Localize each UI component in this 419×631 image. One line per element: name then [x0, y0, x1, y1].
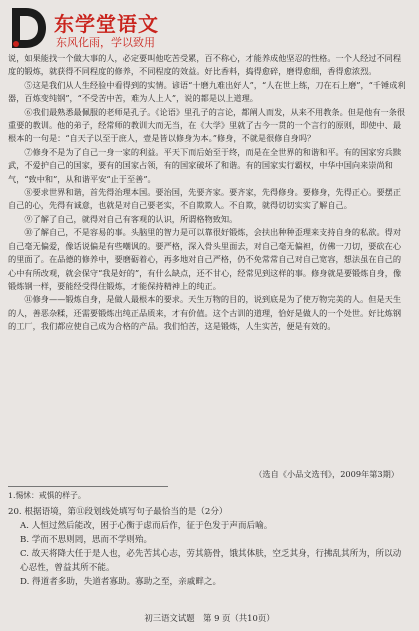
passage-source: （选自《小品文选刊》，2009年第3期）	[254, 469, 399, 479]
logo-d-icon	[8, 6, 48, 50]
passage-paragraph: ⑪修身——锻炼自身，是做人最根本的要求。天生万物的目的，说到底是为了使万物完美的人。但是天生的人，善恶杂糅，还需要锻炼出纯正品质来，才有价值。这个古训的道理，恰好是做人的一个处世。好比炼钢的工厂，我们都应使自己成为合格的产品。我们怕苦，这是锻炼，人生实苦，便是有效的。	[8, 294, 402, 332]
question-option-a: A. 人恒过然后能改，困于心衡于虑而后作，征于色发于声而后喻。	[20, 521, 273, 531]
footnote-divider	[8, 486, 168, 487]
brand-slogan: 东风化雨，学以致用	[56, 36, 155, 49]
reading-passage	[8, 52, 408, 334]
brand-logo	[8, 6, 228, 50]
passage-paragraph: ⑩了解自己，不是容易的事。头脑里的智力是可以靠很好锻炼，会扶出种种歪理来支持自身的私欲。得对自己毫无偏爱，像话说偏是有些嘲讽的。要严格，深入骨头里面去，对自己毫无偏袒，仿佛一刀切，要砍在心的里面了。在品德的修养中，要磨砺着心，再多地对自己严格，仍不免常常自己对自己宽容，想法虽在自己的心中有所改观，就会保守“我是好的”，有什么缺点，还不甘心，经常见到这样的事。修身就是要锻炼自身，像锻炼钢一样，要能经受得住锻炼，才能保持精神上的纯正。	[8, 227, 402, 291]
question-option-c: C. 故天将降大任于是人也，必先苦其心志，劳其筋骨，饿其体肤，空乏其身，行拂乱其所为，所以动心忍性，曾益其所不能。	[20, 549, 402, 573]
passage-paragraph: ⑦修身不是为了自己一身一家的利益。平天下而后始至于终，而是在全世界的和谐和平。有的国家穷兵黩武，不爱护自己的国家，要有的国家占领，有的国家破坏了和谐。有的国家实行霸权，中华中国向来崇尚和气，“致中和”，从和谐平安“止于至善”。	[8, 146, 402, 184]
passage-paragraph: ⑤这是我们从人生经验中看得到的实情。谚语“十磨九难出好人”，“人在世上练，刀在石上磨”，“千锤成利器，百炼变纯钢”，“不受苦中苦，难为人上人”，说的都是以上道理。	[8, 79, 406, 104]
brand-title: 东学堂语文	[54, 12, 159, 36]
question-option-d: D. 得道者多助，失道者寡助。寡助之至，亲戚畔之。	[20, 577, 222, 587]
question-20	[8, 505, 408, 589]
footnote: 1.惕怵：戒惧的样子。	[8, 491, 86, 500]
passage-paragraph: ⑥我们最熟悉最佩服的老师是孔子。《论语》里孔子的言论，都阐人而发，从来不用教条。但是他有一条很重要的教训。他的弟子，经常师的教训大而无当，在《大学》里就了古今一贯的一个言行的原则，即使中、最根本的一句是：“自天子以至于庶人，壹是皆以修身为本。”修身，不就是很修自身吗？	[8, 106, 406, 144]
question-stem: 20. 根据语境，第⑪段划线处填写句子最恰当的是（2分）	[8, 507, 228, 517]
passage-paragraph: 说，如果能找一个做大事的人，必定要叫他吃苦受累，百不称心，才能养成他坚忍的性格。一个人经过不同程度的锻炼，就获得不同程度的修养，不同程度的效益。好比香料，捣得愈碎，磨得愈细，香得愈浓烈。	[8, 53, 402, 77]
passage-paragraph: ⑨了解了自己，就得对自己有客观的认识，所谓格物致知。	[24, 213, 238, 224]
passage-paragraph: ⑧要求世界和谐，首先得治理本国。要治国，先要齐家。要齐家，先得修身。要修身，先得正心。要摆正自己的心，先得有诚意，也就是对自己要老实，不自欺欺人。不自欺，就得切切实实了解自己。	[8, 187, 402, 211]
page-footer: 初三语文试题 第 9 页（共10页）	[144, 613, 275, 623]
question-option-b: B. 学而不思则罔，思而不学则殆。	[20, 535, 153, 545]
